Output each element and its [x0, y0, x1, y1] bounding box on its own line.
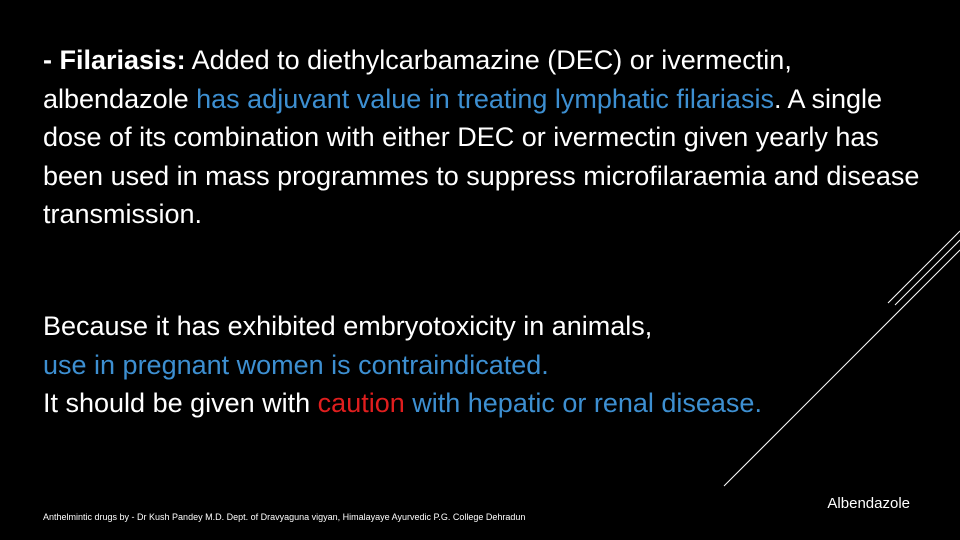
- embryotoxicity-line: Because it has exhibited embryotoxicity in animals,: [43, 311, 653, 341]
- filariasis-text-2: . A single dose of its combination with either DEC or ivermectin given yearly has been used in mass programmes to suppress microfilaraemia and disease transmission.: [43, 83, 920, 229]
- filariasis-text-1: Added to diethylcarbamazine (DEC) or ivermectin, albendazole: [43, 45, 792, 114]
- pregnancy-paragraph: [43, 307, 923, 423]
- slide-title: Albendazole: [827, 495, 910, 512]
- deco-line-1: [888, 231, 960, 303]
- caution-line-start: It should be given with: [43, 388, 318, 418]
- caution-line-end: with hepatic or renal disease.: [404, 388, 762, 418]
- adjuvant-highlight: has adjuvant value in treating lymphatic filariasis: [196, 83, 774, 114]
- caution-word: caution: [317, 388, 405, 418]
- filariasis-paragraph: [43, 41, 923, 234]
- footer-credit: Anthelmintic drugs by - Dr Kush Pandey M.D. Dept. of Dravyaguna vigyan, Himalayaye Ayurvedic P.G. College Dehradun: [43, 512, 526, 522]
- deco-line-2: [895, 240, 960, 305]
- contraindication-line: use in pregnant women is contraindicated.: [43, 349, 549, 380]
- filariasis-lead: - Filariasis:: [43, 45, 186, 75]
